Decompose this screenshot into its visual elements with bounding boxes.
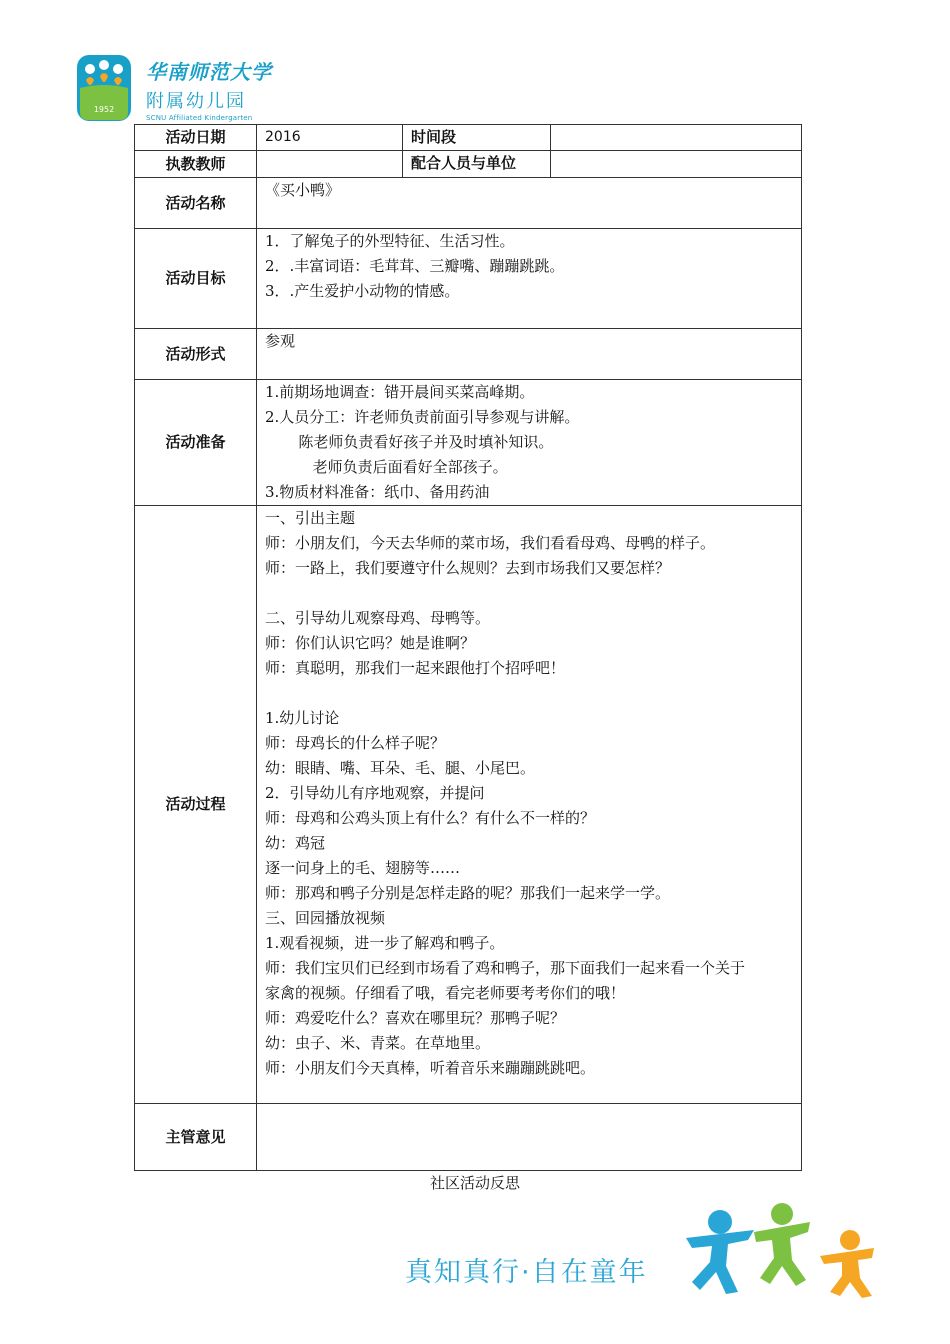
teacher-label: 执教教师 <box>135 151 257 178</box>
table-row <box>135 380 802 506</box>
goal-label: 活动目标 <box>135 229 257 329</box>
process-line: 师：母鸡长的什么样子呢？ <box>265 734 446 752</box>
table-row <box>135 178 802 229</box>
kindergarten-badge-icon <box>76 54 132 122</box>
process-line: 幼：虫子、米、青菜。在草地里。 <box>265 1034 491 1052</box>
badge-year: 1952 <box>93 105 115 114</box>
process-line: 二、引导幼儿观察母鸡、母鸭等。 <box>265 609 491 627</box>
process-line <box>265 681 793 706</box>
process-line: 一、引出主题 <box>265 509 356 527</box>
partner-value <box>551 151 802 178</box>
partner-label: 配合人员与单位 <box>403 151 551 178</box>
form-value: 参观 <box>257 329 802 380</box>
process-line <box>265 581 793 606</box>
time-value <box>551 125 802 151</box>
kindergarten-name-en: SCNU Affiliated Kindergarten <box>146 114 253 122</box>
process-line: 师：真聪明，那我们一起来跟他打个招呼吧！ <box>265 659 566 677</box>
table-row <box>135 151 802 178</box>
process-line: 师：我们宝贝们已经到市场看了鸡和鸭子，那下面我们一起来看一个关于 <box>265 959 746 977</box>
process-line: 家禽的视频。仔细看了哦，看完老师要考考你们的哦！ <box>265 984 626 1002</box>
kids-figures-icon <box>678 1200 878 1300</box>
prep-label: 活动准备 <box>135 380 257 506</box>
form-label: 活动形式 <box>135 329 257 380</box>
school-logo <box>76 54 276 126</box>
prep-line: 1.前期场地调查：错开晨间买菜高峰期。 <box>265 383 535 401</box>
time-label: 时间段 <box>403 125 551 151</box>
process-line: 1.幼儿讨论 <box>265 709 340 727</box>
process-line: 师：鸡爱吃什么？喜欢在哪里玩？那鸭子呢？ <box>265 1009 566 1027</box>
process-line: 师：小朋友们，今天去华师的菜市场，我们看看母鸡、母鸭的样子。 <box>265 534 716 552</box>
activity-name-value: 《买小鸭》 <box>257 178 802 229</box>
footer-slogan: 真知真行·自在童年 <box>405 1257 648 1288</box>
process-line: 幼：眼睛、嘴、耳朵、毛、腿、小尾巴。 <box>265 759 536 777</box>
process-label: 活动过程 <box>135 506 257 1104</box>
table-row <box>135 329 802 380</box>
lesson-plan-table <box>134 124 802 1171</box>
date-value: 2016 <box>257 125 403 151</box>
process-line: 1.观看视频，进一步了解鸡和鸭子。 <box>265 934 505 952</box>
process-line: 师：一路上，我们要遵守什么规则？去到市场我们又要怎样？ <box>265 559 671 577</box>
process-line: 幼：鸡冠 <box>265 834 326 852</box>
process-line: 师：那鸡和鸭子分别是怎样走路的呢？那我们一起来学一学。 <box>265 884 671 902</box>
table-row <box>135 125 802 151</box>
process-line: 2．引导幼儿有序地观察，并提问 <box>265 784 485 802</box>
table-row <box>135 506 802 1104</box>
process-line: 逐一问身上的毛、翅膀等…… <box>265 859 461 877</box>
prep-cell <box>257 380 802 506</box>
table-row <box>135 229 802 329</box>
goal-line: 2．.丰富词语：毛茸茸、三瓣嘴、蹦蹦跳跳。 <box>265 257 565 275</box>
prep-line: 3.物质材料准备：纸巾、备用药油 <box>265 483 490 501</box>
process-line: 三、回园播放视频 <box>265 909 386 927</box>
process-cell <box>257 506 802 1104</box>
logo-text <box>146 56 272 122</box>
goal-cell <box>257 229 802 329</box>
prep-line: 陈老师负责看好孩子并及时填补知识。 <box>265 433 554 451</box>
reflection-caption: 社区活动反思 <box>429 1174 520 1192</box>
goal-line: 3．.产生爱护小动物的情感。 <box>265 282 460 300</box>
prep-line: 老师负责后面看好全部孩子。 <box>265 458 508 476</box>
goal-line: 1．了解兔子的外型特征、生活习性。 <box>265 232 515 250</box>
process-line: 师：你们认识它吗？她是谁啊？ <box>265 634 476 652</box>
supervisor-label: 主管意见 <box>135 1104 257 1171</box>
supervisor-value <box>257 1104 802 1171</box>
prep-line: 2.人员分工：许老师负责前面引导参观与讲解。 <box>265 408 580 426</box>
kindergarten-name: 附属幼儿园 <box>146 91 246 112</box>
table-row <box>135 1104 802 1171</box>
activity-name-label: 活动名称 <box>135 178 257 229</box>
school-name: 华南师范大学 <box>146 60 272 84</box>
date-label: 活动日期 <box>135 125 257 151</box>
process-line: 师：母鸡和公鸡头顶上有什么？有什么不一样的？ <box>265 809 596 827</box>
teacher-value <box>257 151 403 178</box>
process-line: 师：小朋友们今天真棒，听着音乐来蹦蹦跳跳吧。 <box>265 1059 596 1077</box>
